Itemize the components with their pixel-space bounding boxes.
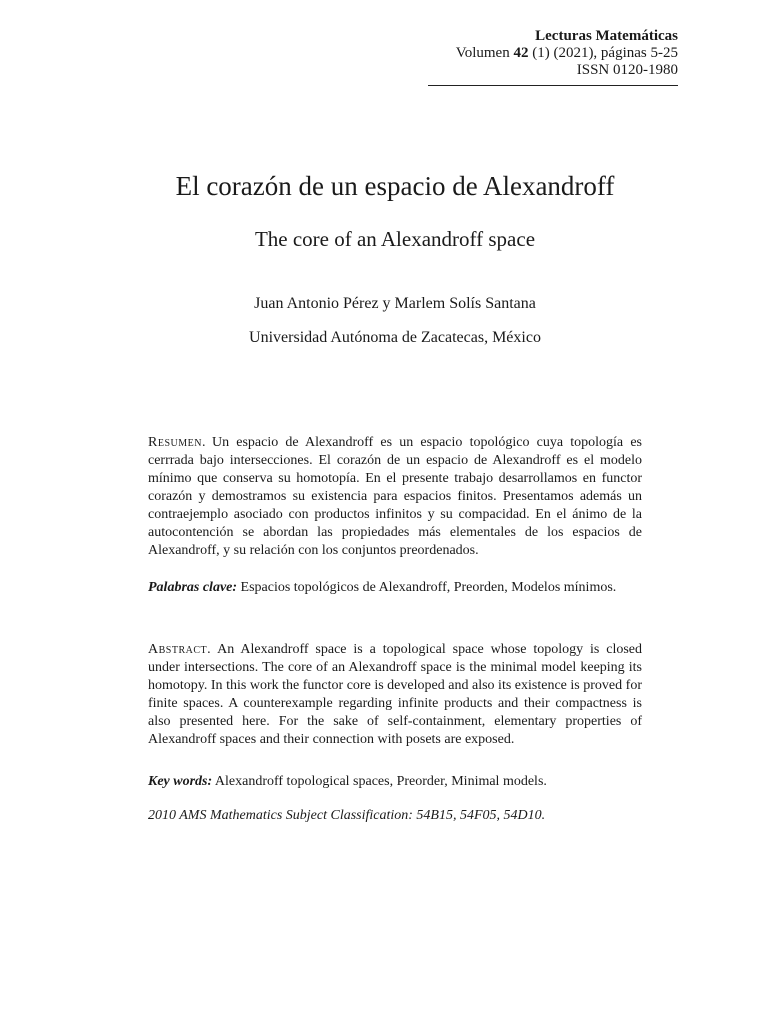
resumen-section (148, 434, 642, 560)
resumen-paragraph (148, 434, 642, 560)
palabras-clave-text: Espacios topológicos de Alexandroff, Preorden, Modelos mínimos. (237, 580, 617, 595)
key-words-text: Alexandroff topological spaces, Preorder, Minimal models. (212, 774, 547, 789)
volume-number: 42 (513, 45, 529, 61)
paper-title: El corazón de un espacio de Alexandroff (175, 171, 615, 201)
abstract-text: An Alexandroff space is a topological space whose topology is closed under intersections. The core of an Alexandroff space is the minimal model keeping its homotopy. In this work the functor core is developed and also its existence is proved for finite spaces. A counterexample regarding infinite products and their compactness is also presented here. For the sake of self-containment, elementary properties of Alexandroff spaces and their connection with posets are exposed. (148, 642, 642, 747)
key-words-section (148, 773, 642, 791)
journal-header (400, 28, 678, 79)
journal-name: Lecturas Matemáticas (535, 28, 678, 44)
abstract-paragraph (148, 641, 642, 749)
paper-subtitle: The core of an Alexandroff space (254, 227, 536, 251)
msc-classification: 2010 AMS Mathematics Subject Classification: 54B15, 54F05, 54D10. (148, 808, 546, 823)
key-words-label: Key words: (148, 774, 213, 789)
abstract-label: Abstract. (148, 642, 212, 657)
palabras-clave-section (148, 579, 642, 597)
key-words-paragraph (148, 773, 642, 791)
journal-issn: ISSN 0120-1980 (576, 62, 678, 78)
resumen-label: Resumen. (148, 435, 206, 450)
abstract-section (148, 641, 642, 749)
volume-prefix: Volumen (455, 45, 514, 61)
paper-authors: Juan Antonio Pérez y Marlem Solís Santana (254, 295, 536, 312)
resumen-text: Un espacio de Alexandroff es un espacio topológico cuya topología es cerrrada bajo intersecciones. El corazón de un espacio de Alexandroff es el modelo mínimo que conserva su homotopía. En el presente trabajo desarrollamos en functor corazón y demostramos su existencia para espacios finitos. Presentamos además un contraejemplo asociado con productos infinitos y su compacidad. En el ánimo de la autocontención se abordan las propiedades más elementales de los espacios de Alexandroff, y su relación con los conjuntos preordenados. (148, 435, 642, 558)
paper-affiliation: Universidad Autónoma de Zacatecas, México (249, 329, 541, 346)
volume-suffix: (1) (2021), páginas 5-25 (528, 45, 678, 61)
journal-volume (400, 45, 678, 62)
palabras-clave-paragraph (148, 579, 642, 597)
palabras-clave-label: Palabras clave: (148, 580, 238, 595)
header-rule (428, 85, 678, 86)
